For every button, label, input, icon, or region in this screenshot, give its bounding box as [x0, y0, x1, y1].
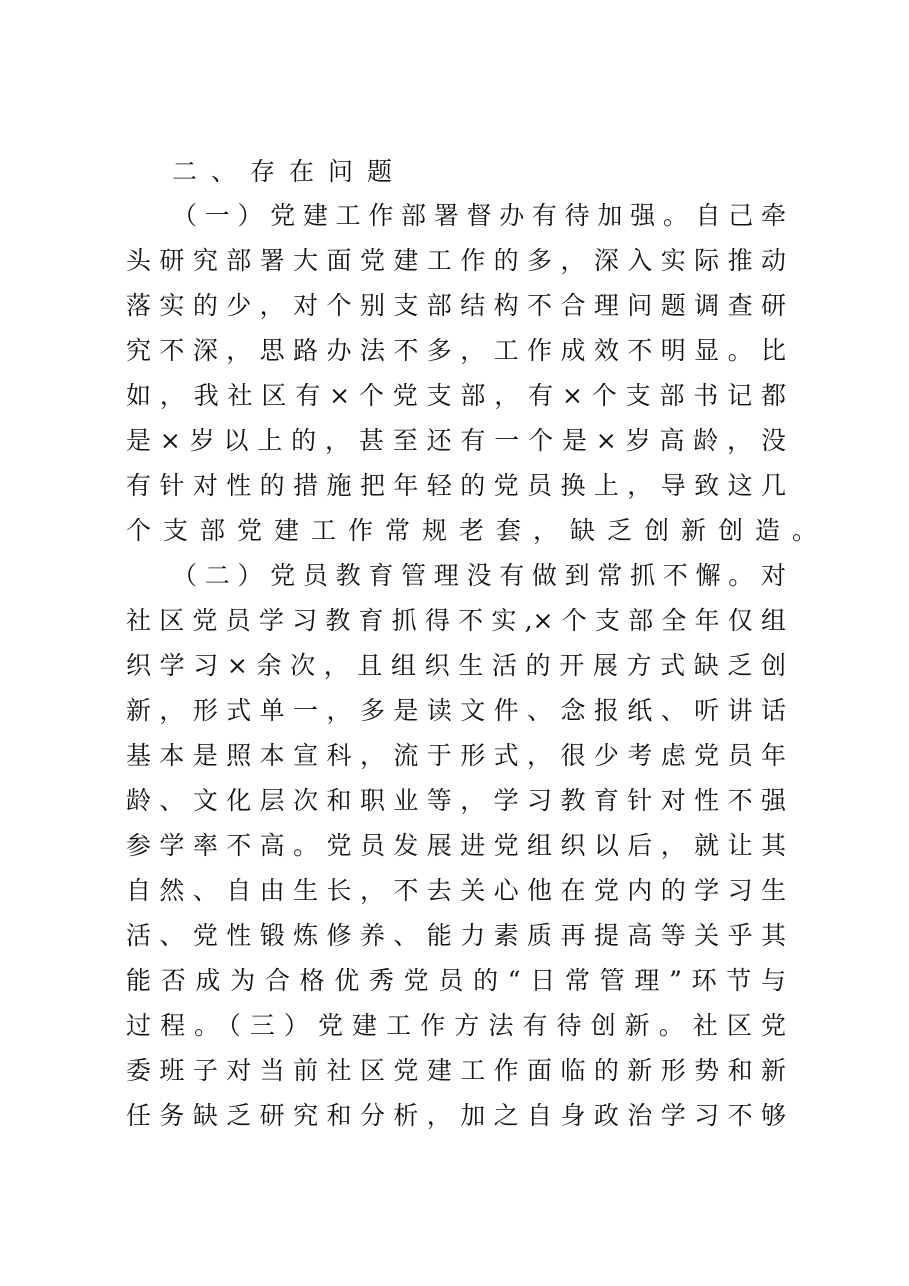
paragraph-line: 龄、文化层次和职业等，学习教育针对性不强 — [126, 786, 786, 815]
paragraph-line: 落实的少，对个别支部结构不合理问题调查研 — [126, 291, 786, 320]
paragraph-line: 活、党性锻炼修养、能力素质再提高等关乎其 — [126, 921, 786, 950]
paragraph-line: 基本是照本宣科，流于形式，很少考虑党员年 — [126, 741, 786, 770]
paragraph-line: 头研究部署大面党建工作的多，深入实际推动 — [126, 246, 786, 275]
section-heading: 二、存在问题 — [172, 157, 407, 186]
paragraph-line: 能否成为合格优秀党员的“日常管理”环节与 — [126, 966, 786, 995]
paragraph-line: 新，形式单一，多是读文件、念报纸、听讲话 — [126, 696, 786, 725]
paragraph-line: 参学率不高。党员发展进党组织以后，就让其 — [126, 831, 786, 860]
paragraph-line: 过程。（三）党建工作方法有待创新。社区党 — [126, 1011, 786, 1040]
paragraph-line: （二）党员教育管理没有做到常抓不懈。对 — [172, 561, 786, 590]
paragraph-line: 委班子对当前社区党建工作面临的新形势和新 — [126, 1056, 786, 1085]
paragraph-line: 自然、自由生长，不去关心他在党内的学习生 — [126, 876, 786, 905]
paragraph-line: 个支部党建工作常规老套，缺乏创新创造。 — [126, 516, 830, 545]
paragraph-line: 如，我社区有×个党支部，有×个支部书记都 — [126, 381, 786, 410]
paragraph-line: 有针对性的措施把年轻的党员换上，导致这几 — [126, 471, 786, 500]
paragraph-line: 织学习×余次，且组织生活的开展方式缺乏创 — [126, 651, 786, 680]
paragraph-line: 社区党员学习教育抓得不实,×个支部全年仅组 — [126, 606, 786, 635]
paragraph-line: 是×岁以上的，甚至还有一个是×岁高龄，没 — [126, 426, 786, 455]
paragraph-line: 究不深，思路办法不多，工作成效不明显。比 — [126, 336, 786, 365]
paragraph-line: （一）党建工作部署督办有待加强。自己牵 — [172, 201, 786, 230]
paragraph-line: 任务缺乏研究和分析，加之自身政治学习不够 — [126, 1101, 786, 1130]
